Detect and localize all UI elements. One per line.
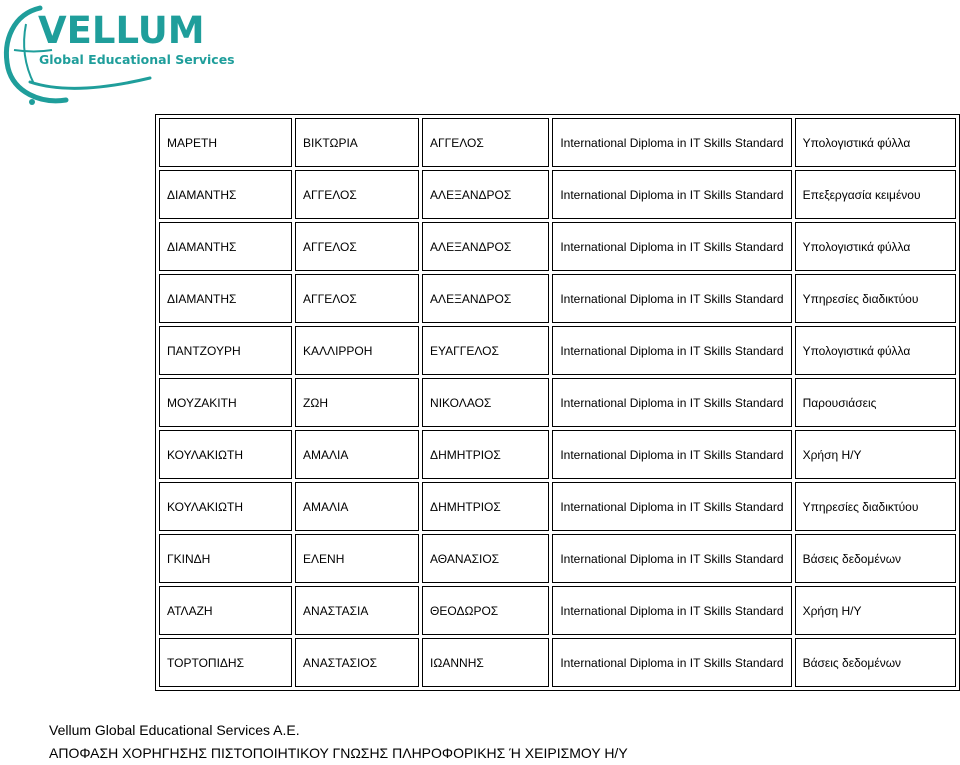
cell-module: Χρήση Η/Υ [795,430,956,479]
cell-surname: ΓΚΙΝΔΗ [159,534,292,583]
cell-first-name: ΖΩΗ [295,378,419,427]
table-row [159,118,956,167]
cell-father-name: ΝΙΚΟΛΑΟΣ [422,378,549,427]
cell-module: Υπολογιστικά φύλλα [795,326,956,375]
cell-surname: ΑΤΛΑΖΗ [159,586,292,635]
cell-surname: ΜΑΡΕΤΗ [159,118,292,167]
cell-surname: ΔΙΑΜΑΝΤΗΣ [159,274,292,323]
cell-father-name: ΔΗΜΗΤΡΙΟΣ [422,482,549,531]
cell-first-name: ΑΓΓΕΛΟΣ [295,222,419,271]
cell-first-name: ΕΛΕΝΗ [295,534,419,583]
cell-certificate: International Diploma in IT Skills Standard [552,118,791,167]
table-row [159,638,956,687]
table-row [159,430,956,479]
cell-first-name: ΑΝΑΣΤΑΣΙΑ [295,586,419,635]
cell-module: Παρουσιάσεις [795,378,956,427]
cell-father-name: ΕΥΑΓΓΕΛΟΣ [422,326,549,375]
cell-first-name: ΑΜΑΛΙΑ [295,482,419,531]
cell-first-name: ΑΓΓΕΛΟΣ [295,170,419,219]
cell-module: Υπολογιστικά φύλλα [795,222,956,271]
cell-father-name: ΑΘΑΝΑΣΙΟΣ [422,534,549,583]
cell-surname: ΔΙΑΜΑΝΤΗΣ [159,170,292,219]
cell-father-name: ΔΗΜΗΤΡΙΟΣ [422,430,549,479]
table-row [159,482,956,531]
cell-certificate: International Diploma in IT Skills Standard [552,482,791,531]
cell-first-name: ΚΑΛΛΙΡΡΟΗ [295,326,419,375]
cell-module: Χρήση Η/Υ [795,586,956,635]
vellum-logo [0,0,235,110]
cell-certificate: International Diploma in IT Skills Standard [552,378,791,427]
records-table [155,114,960,691]
cell-surname: ΔΙΑΜΑΝΤΗΣ [159,222,292,271]
records-table-body [159,118,956,687]
cell-surname: ΚΟΥΛΑΚΙΩΤΗ [159,430,292,479]
cell-module: Βάσεις δεδομένων [795,534,956,583]
cell-surname: ΜΟΥΖΑΚΙΤΗ [159,378,292,427]
table-row [159,534,956,583]
cell-father-name: ΑΓΓΕΛΟΣ [422,118,549,167]
cell-certificate: International Diploma in IT Skills Standard [552,170,791,219]
cell-certificate: International Diploma in IT Skills Standard [552,586,791,635]
table-row [159,170,956,219]
cell-surname: ΤΟΡΤΟΠΙΔΗΣ [159,638,292,687]
cell-first-name: ΑΝΑΣΤΑΣΙΟΣ [295,638,419,687]
logo-wordmark: VELLUM [38,9,205,52]
footer-company: Vellum Global Educational Services A.E. [49,722,300,738]
table-row [159,586,956,635]
footer-decision-title: ΑΠΟΦΑΣΗ ΧΟΡΗΓΗΣΗΣ ΠΙΣΤΟΠΟΙΗΤΙΚΟΥ ΓΝΩΣΗΣ ΠΛΗΡΟΦΟΡΙΚΗΣ Ή ΧΕΙΡΙΣΜΟΥ Η/Υ [49,745,628,761]
cell-certificate: International Diploma in IT Skills Standard [552,326,791,375]
cell-module: Βάσεις δεδομένων [795,638,956,687]
cell-certificate: International Diploma in IT Skills Standard [552,222,791,271]
cell-surname: ΠΑΝΤΖΟΥΡΗ [159,326,292,375]
cell-first-name: ΒΙΚΤΩΡΙΑ [295,118,419,167]
cell-first-name: ΑΜΑΛΙΑ [295,430,419,479]
cell-module: Υπολογιστικά φύλλα [795,118,956,167]
cell-surname: ΚΟΥΛΑΚΙΩΤΗ [159,482,292,531]
table-row [159,274,956,323]
page-footer [49,719,628,765]
cell-first-name: ΑΓΓΕΛΟΣ [295,274,419,323]
cell-father-name: ΑΛΕΞΑΝΔΡΟΣ [422,170,549,219]
cell-module: Υπηρεσίες διαδικτύου [795,274,956,323]
cell-module: Επεξεργασία κειμένου [795,170,956,219]
records-table-container [155,114,960,691]
cell-father-name: ΙΩΑΝΝΗΣ [422,638,549,687]
table-row [159,222,956,271]
cell-father-name: ΘΕΟΔΩΡΟΣ [422,586,549,635]
cell-father-name: ΑΛΕΞΑΝΔΡΟΣ [422,274,549,323]
cell-certificate: International Diploma in IT Skills Standard [552,638,791,687]
cell-certificate: International Diploma in IT Skills Standard [552,430,791,479]
table-row [159,378,956,427]
table-row [159,326,956,375]
logo-tagline: Global Educational Services [39,52,235,67]
cell-certificate: International Diploma in IT Skills Standard [552,534,791,583]
cell-certificate: International Diploma in IT Skills Standard [552,274,791,323]
cell-module: Υπηρεσίες διαδικτύου [795,482,956,531]
cell-father-name: ΑΛΕΞΑΝΔΡΟΣ [422,222,549,271]
